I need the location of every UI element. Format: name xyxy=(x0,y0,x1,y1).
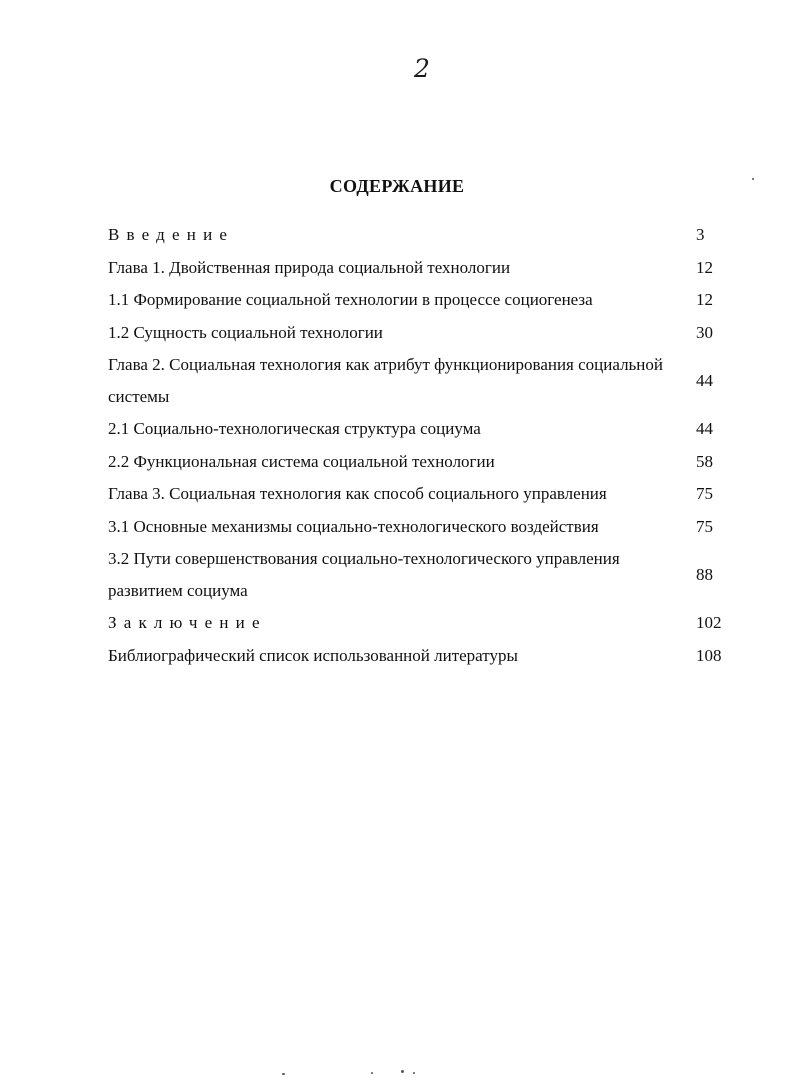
toc-entry-page: 44 xyxy=(696,419,713,439)
toc-entry-page: 12 xyxy=(696,290,713,310)
toc-entry-page: 12 xyxy=(696,257,713,277)
toc-entry-chapter-3[interactable] xyxy=(108,478,728,511)
toc-entry-section-3-1[interactable] xyxy=(108,511,728,544)
toc-entry-label: Введение xyxy=(108,225,235,245)
toc-entry-label: 2.1 Социально-технологическая структура социума xyxy=(108,419,481,439)
toc-entry-page: 108 xyxy=(696,645,722,665)
toc-entry-page: 88 xyxy=(696,565,713,584)
toc-entry-page: 58 xyxy=(696,451,713,471)
toc-entry-label: Глава 2. Социальная технология как атрибут функционирования социальной системы xyxy=(108,355,663,406)
toc-entry-label: 3.2 Пути совершенствования социально-технологического управления развитием социума xyxy=(108,549,620,600)
toc-entry-introduction[interactable] xyxy=(108,219,728,252)
toc-entry-label: Библиографический список использованной литературы xyxy=(108,645,518,665)
toc-entry-section-3-2[interactable] xyxy=(108,543,728,607)
toc-entry-label: 2.2 Функциональная система социальной технологии xyxy=(108,451,495,471)
scan-speck xyxy=(413,1072,415,1074)
toc-entry-bibliography[interactable] xyxy=(108,640,728,673)
toc-entry-conclusion[interactable] xyxy=(108,607,728,640)
toc-entry-chapter-1[interactable] xyxy=(108,252,728,285)
toc-title: СОДЕРЖАНИЕ xyxy=(329,176,465,196)
toc-entry-section-2-1[interactable] xyxy=(108,413,728,446)
toc-entry-label: Глава 3. Социальная технология как способ социального управления xyxy=(108,484,607,504)
scan-speck xyxy=(401,1070,404,1073)
toc-entry-section-1-2[interactable] xyxy=(108,317,728,350)
toc-entry-label: 1.1 Формирование социальной технологии в процессе социогенеза xyxy=(108,290,593,310)
toc-entry-page: 30 xyxy=(696,322,713,342)
page-number: 2 xyxy=(414,54,430,83)
toc-entry-page: 75 xyxy=(696,516,713,536)
scan-speck xyxy=(752,178,754,180)
toc-entry-section-1-1[interactable] xyxy=(108,284,728,317)
toc-entry-label: Глава 1. Двойственная природа социальной технологии xyxy=(108,257,511,277)
toc-entry-section-2-2[interactable] xyxy=(108,446,728,479)
toc-entry-label: 1.2 Сущность социальной технологии xyxy=(108,322,383,342)
toc-entry-chapter-2[interactable] xyxy=(108,349,728,413)
toc-entry-label: Заключение xyxy=(108,613,267,633)
toc-entry-page: 75 xyxy=(696,484,713,504)
toc-entry-page: 44 xyxy=(696,371,713,390)
scan-speck xyxy=(371,1072,373,1074)
toc-entry-label: 3.1 Основные механизмы социально-технологического воздействия xyxy=(108,516,599,536)
toc-entry-page: 102 xyxy=(696,613,722,633)
scan-speck xyxy=(282,1073,285,1075)
toc-entry-page: 3 xyxy=(696,225,705,245)
table-of-contents xyxy=(108,219,728,672)
